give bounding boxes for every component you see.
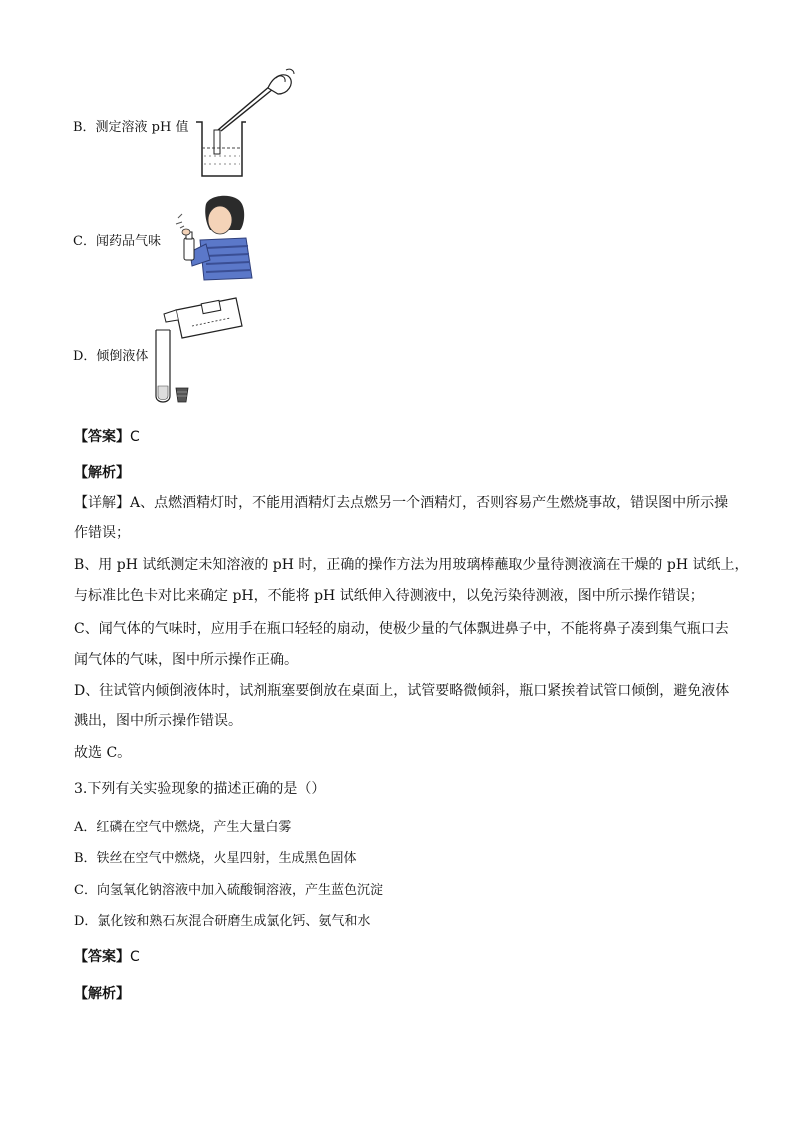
beaker-ph-test-illustration bbox=[190, 64, 310, 180]
question-3-option-a: A．红磷在空气中燃烧，产生大量白雾 bbox=[74, 820, 292, 835]
detail-line-4: 与标准比色卡对比来确定 pH，不能将 pH 试纸伸入待测液中，以免污染待测液，图中所示操作错误； bbox=[74, 588, 704, 604]
question-3-option-b: B．铁丝在空气中燃烧，火星四射，生成黑色固体 bbox=[74, 851, 357, 866]
answer-row-2 bbox=[74, 946, 140, 966]
detail-line-6: 闻气体的气味，图中所示操作正确。 bbox=[74, 652, 298, 668]
answer-tag: 【答案】 bbox=[74, 949, 130, 965]
answer-value: C bbox=[130, 949, 140, 965]
analysis-tag: 【解析】 bbox=[74, 986, 130, 1002]
detail-line-7: D、往试管内倾倒液体时，试剂瓶塞要倒放在桌面上，试管要略微倾斜，瓶口紧挨着试管口倾倒，避免液体 bbox=[74, 683, 730, 699]
answer-row-1 bbox=[74, 426, 140, 446]
detail-line-3: B、用 pH 试纸测定未知溶液的 pH 时，正确的操作方法为用玻璃棒蘸取少量待测液滴在干燥的 pH 试纸上， bbox=[74, 557, 749, 573]
child-smelling-illustration bbox=[176, 192, 256, 282]
option-c: C．闻药品气味 bbox=[73, 234, 161, 249]
option-b: B．测定溶液 pH 值 bbox=[73, 120, 189, 135]
analysis-heading-1 bbox=[74, 462, 130, 482]
answer-value: C bbox=[130, 429, 140, 445]
detail-line-1: 【详解】A、点燃酒精灯时，不能用酒精灯去点燃另一个酒精灯，否则容易产生燃烧事故，错误图中所示操 bbox=[74, 495, 729, 511]
detail-line-8: 溅出，图中所示操作错误。 bbox=[74, 713, 242, 729]
option-d: D．倾倒液体 bbox=[73, 349, 149, 364]
detail-line-9: 故选 C。 bbox=[74, 745, 132, 761]
question-3-option-c: C．向氢氧化钠溶液中加入硫酸铜溶液，产生蓝色沉淀 bbox=[74, 883, 383, 898]
analysis-heading-2 bbox=[74, 983, 130, 1003]
answer-tag: 【答案】 bbox=[74, 429, 130, 445]
detail-line-5: C、闻气体的气味时，应用手在瓶口轻轻的扇动，使极少量的气体飘进鼻子中，不能将鼻子凑到集气瓶口去 bbox=[74, 621, 729, 637]
analysis-tag: 【解析】 bbox=[74, 465, 130, 481]
question-3-stem: 3.下列有关实验现象的描述正确的是（） bbox=[74, 781, 326, 797]
detail-line-2: 作错误； bbox=[74, 525, 130, 541]
question-3-option-d: D．氯化铵和熟石灰混合研磨生成氯化钙、氨气和水 bbox=[74, 914, 371, 929]
pouring-liquid-illustration bbox=[150, 296, 250, 408]
